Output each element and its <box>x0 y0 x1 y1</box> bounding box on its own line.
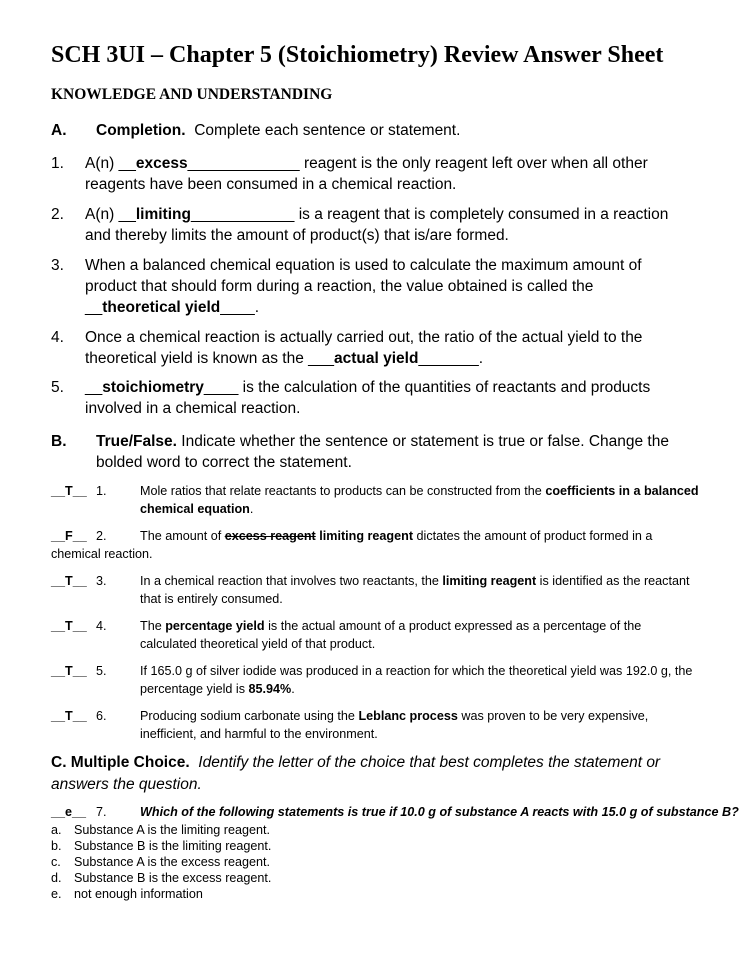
answer: theoretical yield <box>102 299 221 316</box>
item-text: is the actual amount of a product expressed as a percentage of the calculated theoretical yield of that product. <box>140 619 642 651</box>
item-text: _____________ reagent is the only reagent left over when all other reagents have been consumed in a chemical reaction. <box>85 155 648 193</box>
item-number: 7. <box>96 805 107 819</box>
item-text: . <box>291 682 295 696</box>
section-lead: Completion. <box>96 122 186 139</box>
bold-term: percentage yield <box>165 619 265 633</box>
item-text: ____________ is a reagent that is completely consumed in a reaction and thereby limits the amount of product(s) that is/are formed. <box>85 206 669 244</box>
option-text: Substance B is the limiting reagent. <box>74 839 272 853</box>
item-text: A(n) __ <box>85 206 136 223</box>
item-text: ____ is the calculation of the quantities of reactants and products involved in a chemical reaction. <box>85 379 651 417</box>
item-number: 2. <box>96 529 107 543</box>
item-text: is identified as the reactant that is entirely consumed. <box>140 574 690 606</box>
option-letter: b. <box>51 839 62 853</box>
item-number: 4. <box>51 329 64 346</box>
item-text: The amount of <box>140 529 225 543</box>
item-text: If 165.0 g of silver iodide was produced in a reaction for which the theoretical yield was 192.0 g, the percentage yield is <box>140 664 693 696</box>
section-letter: B. <box>51 433 67 450</box>
item-text: dictates the amount of product formed in a chemical reaction. <box>51 529 653 561</box>
item-text: Once a chemical reaction is actually carried out, the ratio of the actual yield to the theoretical yield is known as the ___ <box>85 329 643 367</box>
item-text: was proven to be very expensive, inefficient, and harmful to the environment. <box>140 709 649 741</box>
item-number: 5. <box>96 664 107 678</box>
bold-term: limiting reagent <box>442 574 537 588</box>
struck-term: excess reagent <box>224 529 316 543</box>
section-lead: True/False. <box>96 433 177 450</box>
option-text: Substance A is the excess reagent. <box>74 855 271 869</box>
answer-mark: __F__ <box>51 529 87 543</box>
item-text: When a balanced chemical equation is used to calculate the maximum amount of product that should form during a reaction, the value obtained is called the __ <box>85 257 642 316</box>
answer: stoichiometry <box>102 379 204 396</box>
section-b-header <box>51 431 711 475</box>
bold-term: 85.94% <box>248 682 292 696</box>
item-text: ____. <box>220 299 260 316</box>
answer-mark: __e__ <box>51 805 87 819</box>
item-text: Mole ratios that relate reactants to products can be constructed from the <box>140 484 546 498</box>
section-heading: KNOWLEDGE AND UNDERSTANDING <box>51 86 333 103</box>
item-number: 4. <box>96 619 107 633</box>
section-instruction: Indicate whether the sentence or statement is true or false. Change the bolded word to correct the statement. <box>96 433 669 471</box>
answer-mark: __T__ <box>51 574 87 588</box>
item-text: Producing sodium carbonate using the <box>140 709 359 723</box>
item-number: 1. <box>96 484 107 498</box>
answer: excess <box>135 155 188 172</box>
answer-mark: __T__ <box>51 709 87 723</box>
option-text: Substance A is the limiting reagent. <box>74 823 271 837</box>
section-letter: A. <box>51 122 67 139</box>
section-lead: C. Multiple Choice. <box>51 754 190 771</box>
item-text: In a chemical reaction that involves two reactants, the <box>140 574 443 588</box>
item-number: 1. <box>51 155 64 172</box>
item-number: 3. <box>96 574 107 588</box>
item-number: 6. <box>96 709 107 723</box>
question-text: Which of the following statements is true if 10.0 g of substance A reacts with 15.0 g of substance B? <box>140 805 739 819</box>
answer: limiting <box>135 206 191 223</box>
item-text: A(n) __ <box>85 155 136 172</box>
section-instruction: Identify the letter of the choice that best completes the statement or answers the question. <box>51 754 661 793</box>
option-letter: c. <box>51 855 61 869</box>
page-title: SCH 3UI – Chapter 5 (Stoichiometry) Review Answer Sheet <box>51 42 664 68</box>
item-number: 5. <box>51 379 64 396</box>
item-text: The <box>140 619 166 633</box>
answer-mark: __T__ <box>51 619 87 633</box>
option-text: Substance B is the excess reagent. <box>74 871 272 885</box>
item-number: 3. <box>51 257 64 274</box>
item-number: 2. <box>51 206 64 223</box>
answer: actual yield <box>334 350 419 367</box>
option-text: not enough information <box>74 887 203 901</box>
bold-term: Leblanc process <box>358 709 458 723</box>
bold-term: coefficients in a balanced chemical equation <box>140 484 699 516</box>
answer-mark: __T__ <box>51 484 87 498</box>
item-text: _______. <box>418 350 484 367</box>
item-text: . <box>249 502 254 516</box>
bold-term: limiting reagent <box>319 529 414 543</box>
item-text: __ <box>85 379 103 396</box>
answer-mark: __T__ <box>51 664 87 678</box>
option-letter: e. <box>51 887 62 901</box>
option-letter: d. <box>51 871 62 885</box>
section-c-header <box>51 752 711 796</box>
option-letter: a. <box>51 823 62 837</box>
section-instruction: Complete each sentence or statement. <box>194 122 461 139</box>
